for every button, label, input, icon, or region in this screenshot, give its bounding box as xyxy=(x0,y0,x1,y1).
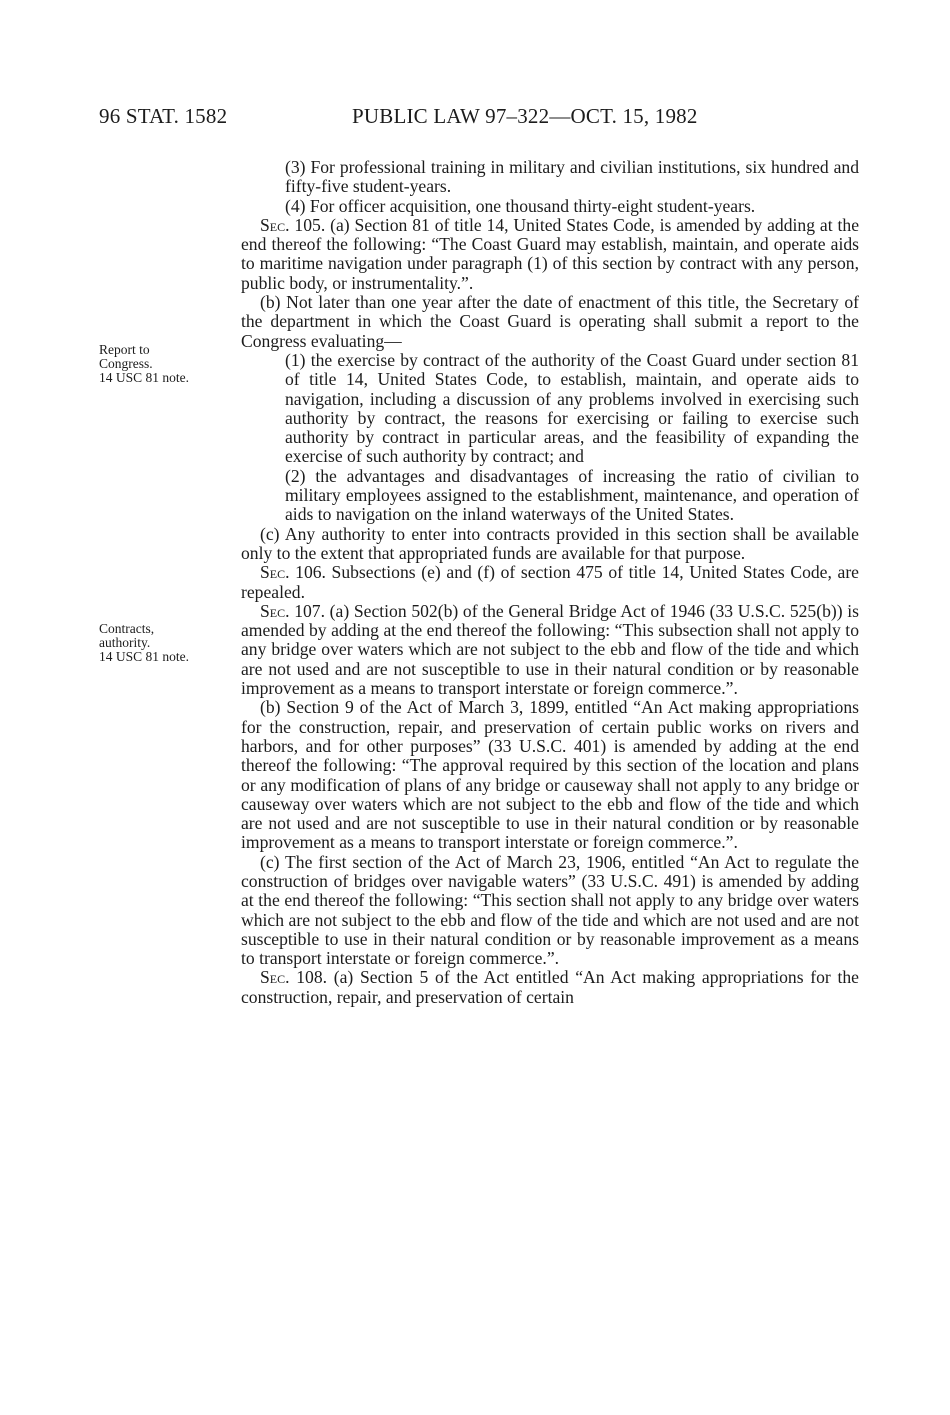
section-105-b: (b) Not later than one year after the date of enactment of this title, the Secretary of the department in which the Coast Guard is operating shall submit a report to the Congress evaluating— xyxy=(241,292,859,351)
section-text: 105. (a) Section 81 of title 14, United States Code, is amended by adding at the end thereof the following: “The Coast Guard may establish, maintain, and operate aids to maritime navigation under paragraph (1) of this section by contract with any person, public body, or instrumentality.”. xyxy=(241,214,859,293)
statute-citation: 96 STAT. 1582 xyxy=(99,104,228,128)
section-label: Sec. xyxy=(260,214,290,235)
margin-note-contracts xyxy=(99,622,229,664)
margin-note-line: Report to xyxy=(99,342,150,357)
section-107-b: (b) Section 9 of the Act of March 3, 1899, entitled “An Act making appropriations for the construction, repair, and preservation of certain public works on rivers and harbors, and for other purposes” (33 U.S.C. 401) is amended by adding at the end thereof the following: “The approval required by this section of the location and plans or any modification of plans of any bridge or causeway shall not apply to any bridge or causeway over waters which are not subject to the ebb and flow of the tide and which are not used and are not susceptible to use in their natural condition or by reasonable improvement as a means to transport interstate or foreign commerce.”. xyxy=(241,697,859,853)
section-105-b-1: (1) the exercise by contract of the authority of the Coast Guard under section 81 of title 14, United States Code, to establish, maintain, and operate aids to navigation, including a discussion of any problems involved in exercising such authority by contract, the reasons for exercising or failing to exercise such authority by contract in particular areas, and the feasibility of expanding the exercise of such authority by contract; and xyxy=(285,349,859,467)
section-105-a xyxy=(241,216,859,293)
paragraph-officer-acquisition: (4) For officer acquisition, one thousand thirty-eight student-years. xyxy=(285,195,756,216)
section-105-c: (c) Any authority to enter into contracts provided in this section shall be available only to the extent that appropriated funds are available for that purpose. xyxy=(241,523,859,563)
section-text: 108. (a) Section 5 of the Act entitled “An Act making appropriations for the construction, repair, and preservation of certain xyxy=(241,967,859,1007)
section-106 xyxy=(241,563,859,602)
section-label: Sec. xyxy=(260,600,290,621)
section-text: 107. (a) Section 502(b) of the General Bridge Act of 1946 (33 U.S.C. 525(b)) is amended by adding at the end thereof the following: “This subsection shall not apply to any bridge over waters which are not subject to the ebb and flow of the tide and which are not used and are not susceptible to use in their natural condition or by reasonable improvement as a means to transport interstate or foreign commerce.”. xyxy=(241,600,859,699)
section-label: Sec. xyxy=(260,562,290,583)
section-107-a xyxy=(241,602,859,698)
section-label: Sec. xyxy=(260,967,290,988)
margin-note-line: 14 USC 81 note. xyxy=(99,649,190,664)
margin-note-line: Contracts, xyxy=(99,621,155,636)
section-text: 106. Subsections (e) and (f) of section 475 of title 14, United States Code, are repealed. xyxy=(241,562,859,602)
section-108-a xyxy=(241,968,859,1007)
public-law-title: PUBLIC LAW 97–322—OCT. 15, 1982 xyxy=(352,104,698,128)
paragraph-professional-training: (3) For professional training in military and civilian institutions, six hundred and fifty-five student-years. xyxy=(285,157,859,197)
section-107-c: (c) The first section of the Act of March 23, 1906, entitled “An Act to regulate the construction of bridges over navigable waters” (33 U.S.C. 491) is amended by adding at the end thereof the following: “This section shall not apply to any bridge over waters which are not subject to the ebb and flow of the tide and which are not used and are not susceptible to use in their natural condition or by reasonable improvement as a means to transport interstate or foreign commerce.”. xyxy=(241,851,859,969)
section-105-b-2: (2) the advantages and disadvantages of increasing the ratio of civilian to military employees assigned to the establishment, maintenance, and operation of aids to navigation on the inland waterways of the United States. xyxy=(285,465,859,525)
statute-body xyxy=(241,158,859,1007)
margin-note-report xyxy=(99,343,229,385)
margin-note-line: authority. xyxy=(99,635,151,650)
margin-note-line: Congress. xyxy=(99,356,153,371)
margin-note-line: 14 USC 81 note. xyxy=(99,370,190,385)
